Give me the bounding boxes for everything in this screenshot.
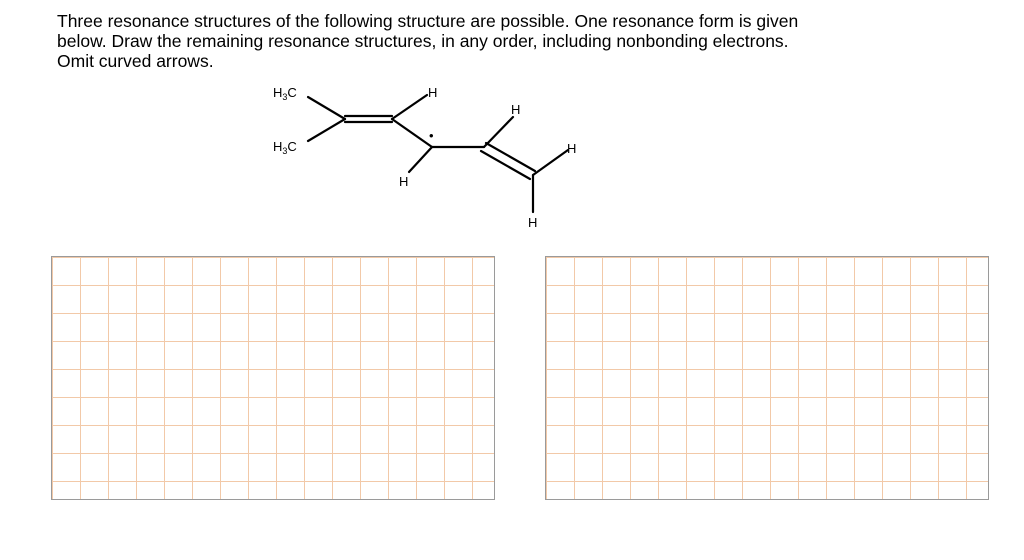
hydrogen-label: H <box>428 85 438 100</box>
given-resonance-structure <box>0 0 1024 250</box>
methyl-bottom-label: $H_3C$ <box>273 139 297 156</box>
bond-ch3-bottom <box>308 119 345 141</box>
bond-ch3-top <box>308 97 345 119</box>
drawing-area-1[interactable] <box>51 256 495 500</box>
bond-c2-c3 <box>392 119 432 147</box>
drawing-area-2[interactable] <box>545 256 989 500</box>
hydrogen-label: H <box>399 174 409 189</box>
question-line-2: below. Draw the remaining resonance structures, in any order, including nonbonding electrons. <box>57 31 789 51</box>
hydrogen-label: H <box>567 141 577 156</box>
bond-c4-h <box>484 117 513 147</box>
bond-c2-h <box>392 95 427 119</box>
bond-c3-h <box>409 147 432 172</box>
radical-electron: • <box>429 128 434 143</box>
hydrogen-label: H <box>528 215 538 230</box>
question-line-3: Omit curved arrows. <box>57 51 214 71</box>
methyl-top-label: $H_3C$ <box>273 85 297 102</box>
bond-c5-h-right <box>533 150 568 175</box>
question-line-1: Three resonance structures of the following structure are possible. One resonance form is given <box>57 11 799 31</box>
hydrogen-label: H <box>511 102 521 117</box>
